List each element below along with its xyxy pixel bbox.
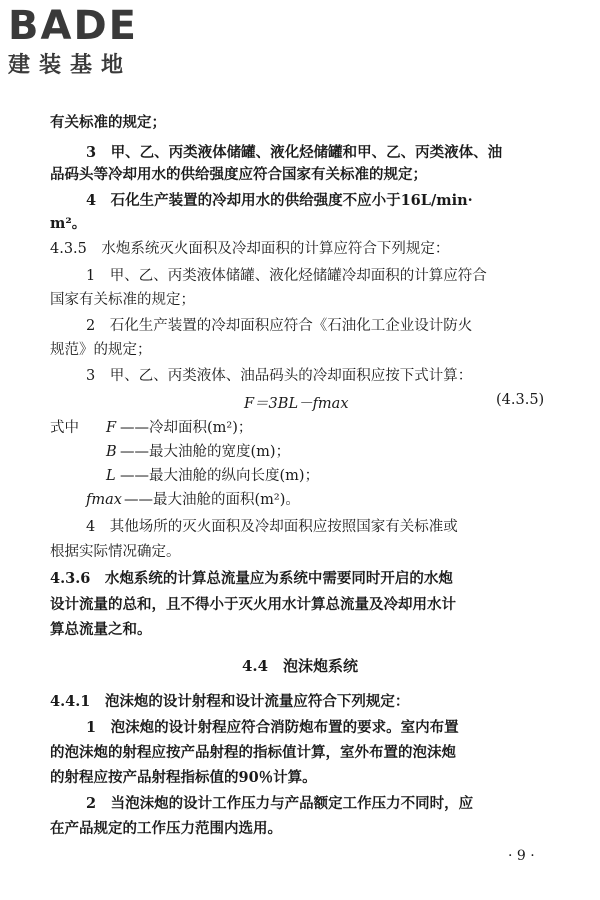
text-line: 规范》的规定； xyxy=(50,342,152,358)
clause-4-3-5: 4.3.5 水炮系统灭火面积及冷却面积的计算应符合下列规定： xyxy=(50,241,450,257)
text-line: 的射程应按产品射程指标值的90％计算。 xyxy=(50,769,317,786)
def-symbol: B xyxy=(106,444,117,460)
text-line: 国家有关标准的规定； xyxy=(50,292,195,308)
text-line: 算总流量之和。 xyxy=(50,621,152,638)
text-line: 3 甲、乙、丙类液体、油品码头的冷却面积应按下式计算： xyxy=(86,368,473,384)
section-heading: 4.4 泡沫炮系统 xyxy=(241,657,359,675)
def-text: ——冷却面积(m²)； xyxy=(120,420,253,436)
formula-expression: F＝3BL－fmax xyxy=(244,396,349,412)
def-symbol: L xyxy=(106,468,116,484)
def-text: ——最大油舱的面积(m²)。 xyxy=(124,492,300,508)
text-line: 1 泡沫炮的设计射程应符合消防炮布置的要求。室内布置 xyxy=(86,719,459,736)
def-symbol: fmax xyxy=(86,492,122,508)
page-number: · 9 · xyxy=(508,848,535,864)
brand-logo xyxy=(8,4,178,84)
text-line: 4 石化生产装置的冷却用水的供给强度不应小于16L/min· xyxy=(86,192,473,209)
def-text: ——最大油舱的纵向长度(m)； xyxy=(120,468,320,484)
text-line: 1 甲、乙、丙类液体储罐、液化烃储罐冷却面积的计算应符合 xyxy=(86,268,487,284)
def-prefix: 式中 xyxy=(50,420,79,436)
text-line: 品码头等冷却用水的供给强度应符合国家有关标准的规定； xyxy=(50,166,427,183)
formula-number: (4.3.5) xyxy=(496,392,545,408)
text-line: 在产品规定的工作压力范围内选用。 xyxy=(50,820,282,837)
text-line: 2 石化生产装置的冷却面积应符合《石油化工企业设计防火 xyxy=(86,318,473,334)
def-text: ——最大油舱的宽度(m)； xyxy=(120,444,291,460)
text-line: 的泡沫炮的射程应按产品射程的指标值计算，室外布置的泡沫炮 xyxy=(50,744,456,761)
text-line: 设计流量的总和，且不得小于灭火用水计算总流量及冷却用水计 xyxy=(50,596,456,613)
logo-wordmark: BADE xyxy=(8,3,138,49)
text-line: 根据实际情况确定。 xyxy=(50,544,181,560)
logo-subtitle: 建装基地 xyxy=(8,53,133,78)
text-line: 3 甲、乙、丙类液体储罐、液化烃储罐和甲、乙、丙类液体、油 xyxy=(86,144,503,161)
text-line: 2 当泡沫炮的设计工作压力与产品额定工作压力不同时，应 xyxy=(86,795,474,812)
clause-4-3-6: 4.3.6 水炮系统的计算总流量应为系统中需要同时开启的水炮 xyxy=(50,570,453,587)
text-line: 4 其他场所的灭火面积及冷却面积应按照国家有关标准或 xyxy=(86,519,458,535)
text-line: m²。 xyxy=(50,215,87,232)
text-line: 有关标准的规定； xyxy=(50,114,166,131)
clause-4-4-1: 4.4.1 泡沫炮的设计射程和设计流量应符合下列规定： xyxy=(50,693,410,710)
def-symbol: F xyxy=(106,420,117,436)
